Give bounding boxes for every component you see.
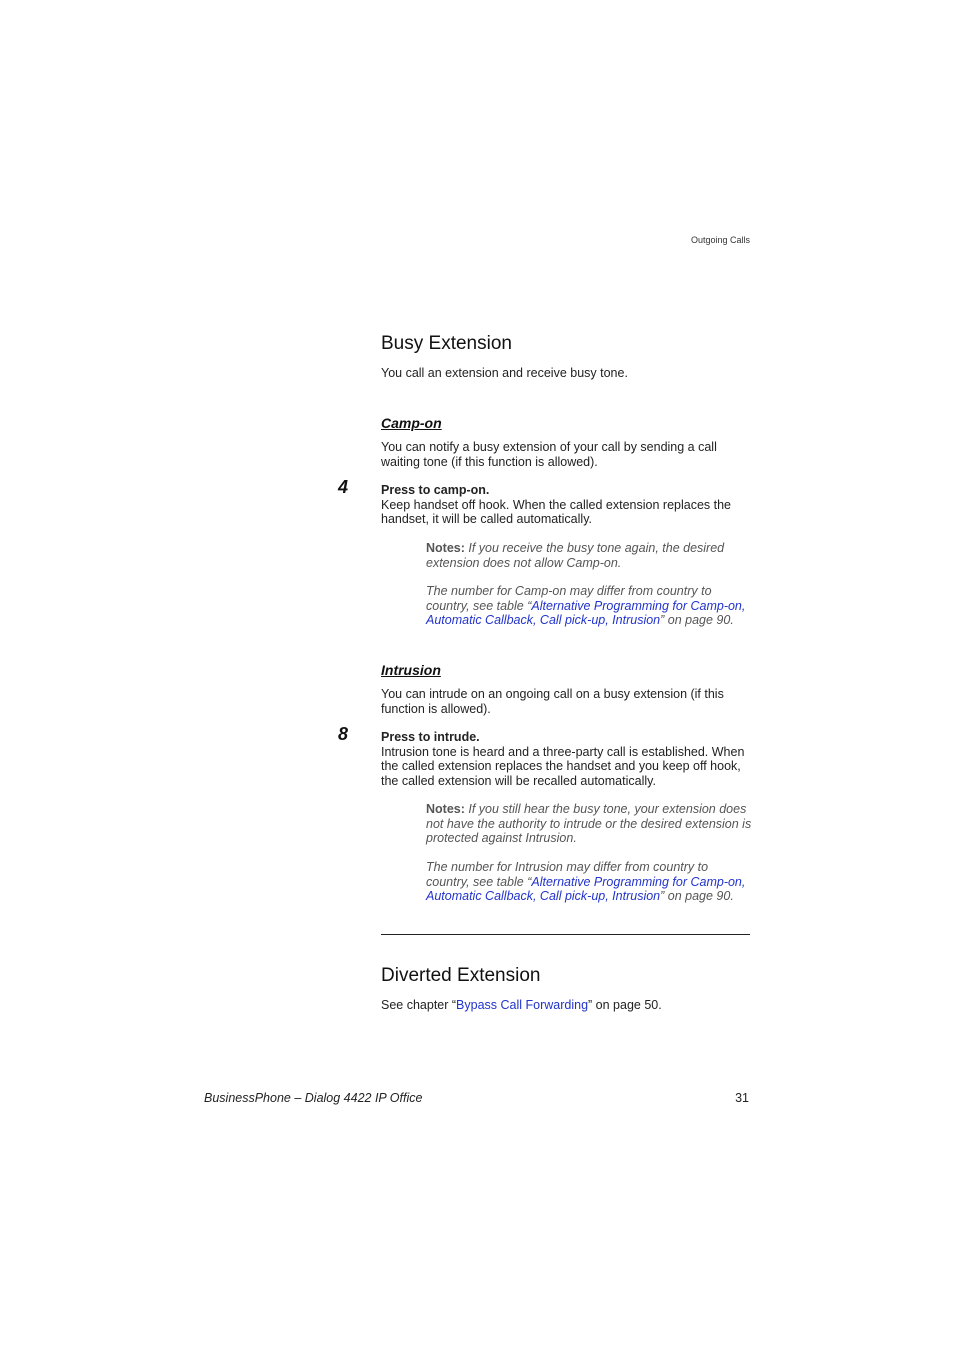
heading-busy-extension: Busy Extension — [381, 333, 512, 354]
notes-label: Notes: — [426, 802, 465, 816]
intrusion-step-text: Intrusion tone is heard and a three-party call is established. When the called extension replaces the handset and you keep off hook, the called extension will be recalled automatically. — [381, 744, 745, 788]
page-number: 31 — [735, 1091, 749, 1105]
diverted-text-post: ” on page 50. — [588, 998, 662, 1012]
intrusion-note-1-text: If you still hear the busy tone, your extension does not have the authority to intrude or the desired extension is protected against Intrusion. — [426, 802, 752, 845]
heading-diverted-extension: Diverted Extension — [381, 965, 541, 986]
running-header: Outgoing Calls — [690, 235, 750, 245]
camp-on-note-2-pre: The number for Camp-on may differ from country to country, see table “ — [426, 584, 712, 613]
camp-on-note-2 — [426, 584, 754, 628]
camp-on-step — [381, 483, 751, 527]
intrusion-note-2 — [426, 860, 754, 904]
diverted-text-pre: See chapter “ — [381, 998, 457, 1012]
camp-on-programming-link[interactable]: Alternative Programming for Camp-on, Automatic Callback, Call pick-up, Intrusion — [426, 598, 746, 627]
camp-on-note-1-text: If you receive the busy tone again, the desired extension does not allow Camp-on. — [426, 541, 725, 570]
bypass-call-forwarding-link[interactable]: Bypass Call Forwarding — [456, 998, 589, 1012]
camp-on-step-title: Press to camp-on. — [381, 483, 490, 497]
intrusion-key-number: 8 — [338, 724, 349, 744]
camp-on-note-1 — [426, 541, 754, 570]
notes-label: Notes: — [426, 541, 465, 555]
heading-intrusion: Intrusion — [381, 662, 441, 678]
intrusion-description: You can intrude on an ongoing call on a busy extension (if this function is allowed). — [381, 687, 724, 716]
camp-on-key-number: 4 — [338, 477, 349, 497]
heading-camp-on: Camp-on — [381, 415, 442, 431]
intrusion-step-title: Press to intrude. — [381, 730, 480, 744]
intrusion-note-1 — [426, 802, 754, 846]
diverted-text — [381, 998, 751, 1013]
intrusion-programming-link[interactable]: Alternative Programming for Camp-on, Automatic Callback, Call pick-up, Intrusion — [426, 874, 746, 903]
intrusion-note-2-post: ” on page 90. — [660, 889, 734, 903]
intrusion-step — [381, 730, 751, 788]
footer-product-name: BusinessPhone – Dialog 4422 IP Office — [204, 1091, 423, 1105]
camp-on-description: You can notify a busy extension of your call by sending a call waiting tone (if this function is allowed). — [381, 440, 717, 469]
intrusion-note-2-pre: The number for Intrusion may differ from country to country, see table “ — [426, 860, 709, 889]
section-divider — [381, 934, 750, 935]
busy-intro: You call an extension and receive busy tone. — [381, 366, 628, 380]
camp-on-step-text: Keep handset off hook. When the called extension replaces the handset, it will be called automatically. — [381, 497, 732, 526]
camp-on-note-2-post: ” on page 90. — [660, 613, 734, 627]
